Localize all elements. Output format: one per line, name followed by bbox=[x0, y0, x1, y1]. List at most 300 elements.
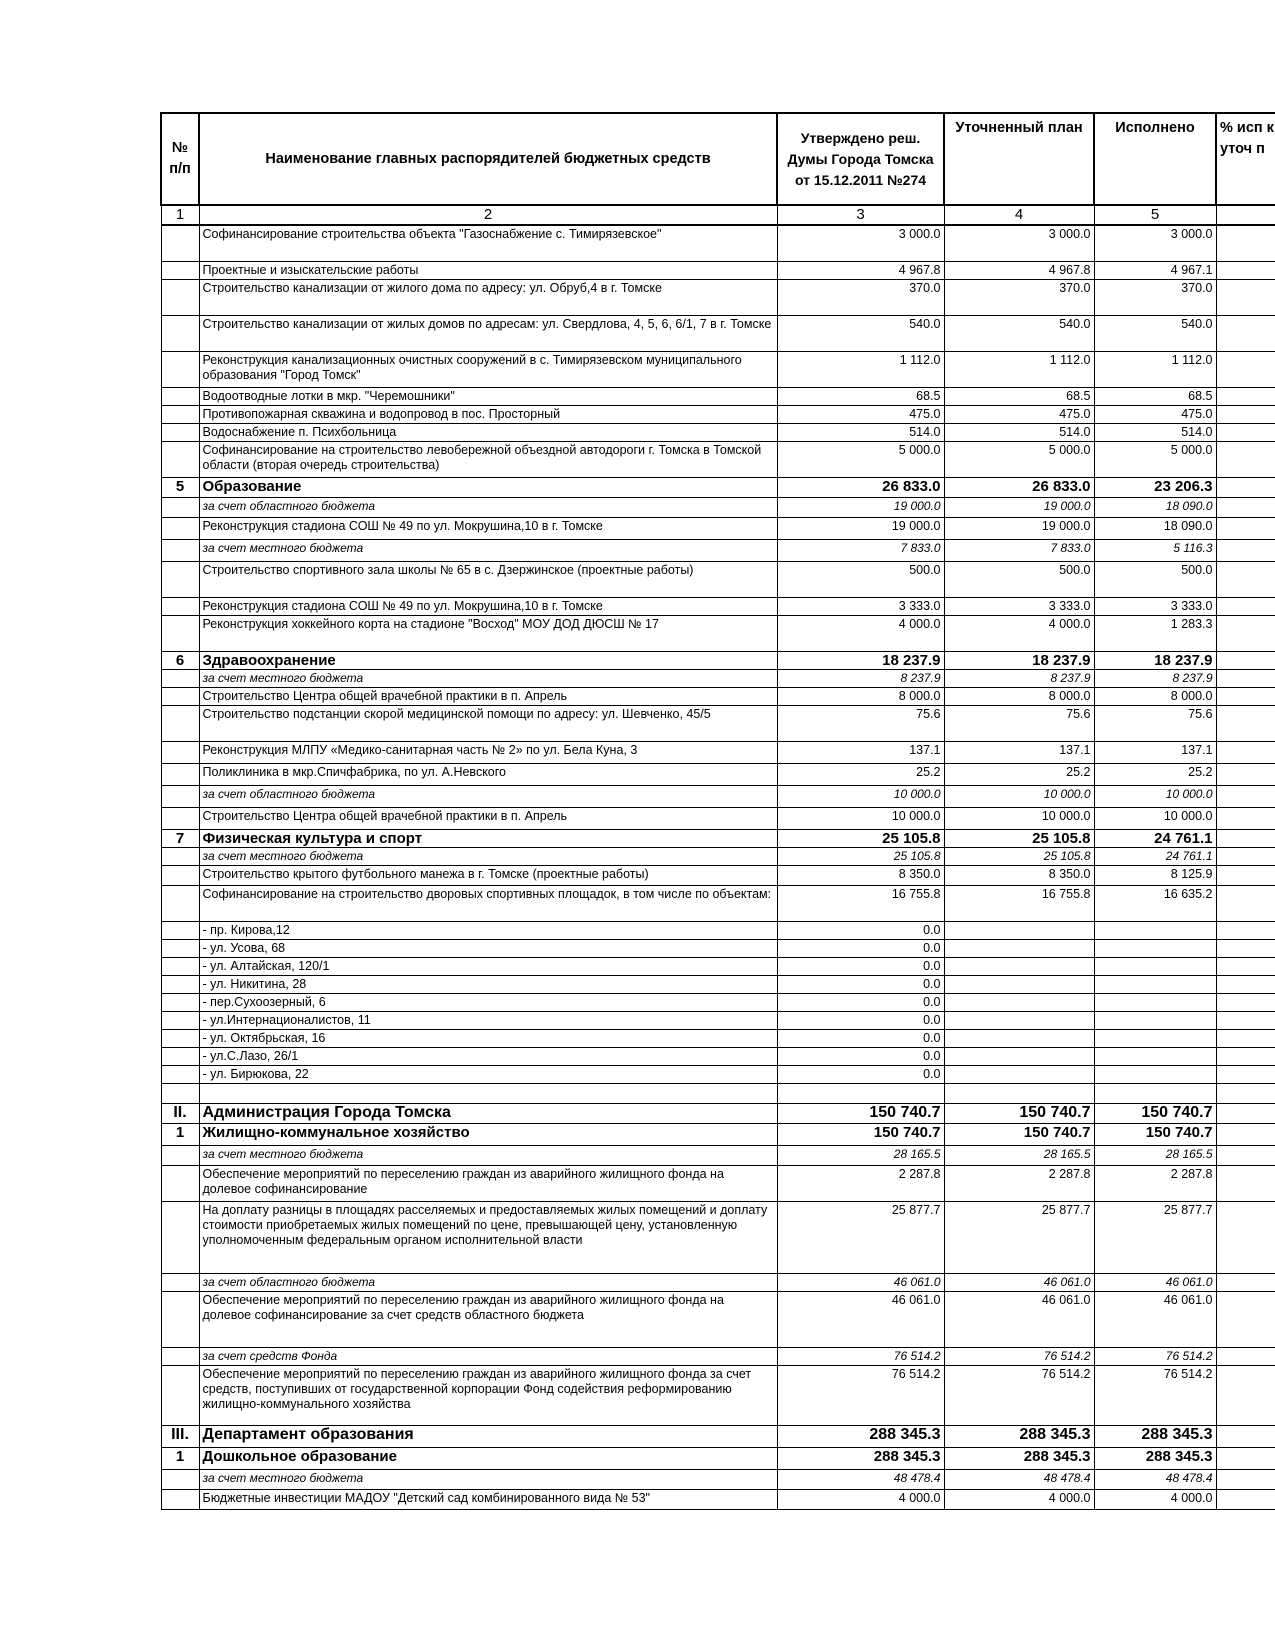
row-name: Строительство Центра общей врачебной практики в п. Апрель bbox=[199, 807, 777, 829]
row-approved-value: 0.0 bbox=[777, 1065, 944, 1083]
row-percent-value bbox=[1216, 405, 1275, 423]
table-row bbox=[161, 1083, 1275, 1103]
row-approved-value: 19 000.0 bbox=[777, 517, 944, 539]
row-name: за счет местного бюджета bbox=[199, 669, 777, 687]
row-percent-value bbox=[1216, 957, 1275, 975]
row-name: Обеспечение мероприятий по переселению граждан из аварийного жилищного фонда на долевое софинансирование за счет средств областного бюджета bbox=[199, 1291, 777, 1347]
row-name bbox=[199, 1083, 777, 1103]
row-executed-value: 540.0 bbox=[1094, 315, 1216, 351]
row-approved-value: 26 833.0 bbox=[777, 477, 944, 497]
row-executed-value: 1 112.0 bbox=[1094, 351, 1216, 387]
header-percent: % исп к уточ п bbox=[1216, 113, 1275, 205]
row-refined-value: 19 000.0 bbox=[944, 497, 1094, 517]
row-executed-value: 8 237.9 bbox=[1094, 669, 1216, 687]
table-row bbox=[161, 885, 1275, 921]
row-number bbox=[161, 1489, 199, 1509]
row-approved-value: 5 000.0 bbox=[777, 441, 944, 477]
row-executed-value: 46 061.0 bbox=[1094, 1291, 1216, 1347]
row-refined-value bbox=[944, 1029, 1094, 1047]
row-approved-value bbox=[777, 1083, 944, 1103]
table-row bbox=[161, 957, 1275, 975]
row-name: Физическая культура и спорт bbox=[199, 829, 777, 847]
row-percent-value bbox=[1216, 261, 1275, 279]
row-name: На доплату разницы в площадях расселяемых и предоставляемых жилых помещений и доплату стоимости приобретаемых жилых помещений по цене, превышающей цену, установленную уполномоченным федеральным органом исполнительной власти bbox=[199, 1201, 777, 1273]
row-refined-value: 5 000.0 bbox=[944, 441, 1094, 477]
row-executed-value: 28 165.5 bbox=[1094, 1145, 1216, 1165]
table-row bbox=[161, 517, 1275, 539]
row-refined-value: 500.0 bbox=[944, 561, 1094, 597]
table-row bbox=[161, 741, 1275, 763]
row-number bbox=[161, 785, 199, 807]
row-number bbox=[161, 1065, 199, 1083]
row-percent-value bbox=[1216, 597, 1275, 615]
row-number bbox=[161, 351, 199, 387]
row-percent-value bbox=[1216, 1489, 1275, 1509]
row-name: - ул. Бирюкова, 22 bbox=[199, 1065, 777, 1083]
row-number bbox=[161, 561, 199, 597]
row-refined-value: 76 514.2 bbox=[944, 1347, 1094, 1365]
row-executed-value: 137.1 bbox=[1094, 741, 1216, 763]
table-row bbox=[161, 497, 1275, 517]
row-percent-value bbox=[1216, 351, 1275, 387]
row-approved-value: 0.0 bbox=[777, 921, 944, 939]
row-number bbox=[161, 1469, 199, 1489]
row-name: за счет местного бюджета bbox=[199, 539, 777, 561]
row-refined-value: 3 333.0 bbox=[944, 597, 1094, 615]
row-percent-value bbox=[1216, 993, 1275, 1011]
row-executed-value: 4 967.1 bbox=[1094, 261, 1216, 279]
colnum-3: 3 bbox=[777, 205, 944, 225]
row-executed-value bbox=[1094, 993, 1216, 1011]
table-row bbox=[161, 1425, 1275, 1447]
row-name: Администрация Города Томска bbox=[199, 1103, 777, 1123]
row-executed-value bbox=[1094, 1065, 1216, 1083]
row-percent-value bbox=[1216, 387, 1275, 405]
row-executed-value: 514.0 bbox=[1094, 423, 1216, 441]
row-name: - ул. Усова, 68 bbox=[199, 939, 777, 957]
row-approved-value: 0.0 bbox=[777, 993, 944, 1011]
row-number bbox=[161, 1365, 199, 1425]
row-percent-value bbox=[1216, 975, 1275, 993]
row-percent-value bbox=[1216, 423, 1275, 441]
row-percent-value bbox=[1216, 539, 1275, 561]
row-approved-value: 46 061.0 bbox=[777, 1291, 944, 1347]
row-name: Образование bbox=[199, 477, 777, 497]
row-number bbox=[161, 763, 199, 785]
row-approved-value: 150 740.7 bbox=[777, 1103, 944, 1123]
row-executed-value: 25.2 bbox=[1094, 763, 1216, 785]
row-name: Софинансирование на строительство левобережной объездной автодороги г. Томска в Томской области (вторая очередь строительства) bbox=[199, 441, 777, 477]
row-approved-value: 48 478.4 bbox=[777, 1469, 944, 1489]
column-numbers-row bbox=[161, 205, 1275, 225]
row-percent-value bbox=[1216, 561, 1275, 597]
table-row bbox=[161, 1273, 1275, 1291]
row-percent-value bbox=[1216, 1201, 1275, 1273]
row-executed-value: 10 000.0 bbox=[1094, 807, 1216, 829]
row-refined-value: 514.0 bbox=[944, 423, 1094, 441]
row-percent-value bbox=[1216, 441, 1275, 477]
row-number bbox=[161, 597, 199, 615]
row-refined-value bbox=[944, 957, 1094, 975]
row-percent-value bbox=[1216, 865, 1275, 885]
row-percent-value bbox=[1216, 741, 1275, 763]
row-executed-value: 18 090.0 bbox=[1094, 517, 1216, 539]
row-refined-value: 2 287.8 bbox=[944, 1165, 1094, 1201]
row-name: за счет областного бюджета bbox=[199, 1273, 777, 1291]
row-refined-value: 370.0 bbox=[944, 279, 1094, 315]
budget-table bbox=[160, 112, 1275, 1510]
row-refined-value: 4 967.8 bbox=[944, 261, 1094, 279]
table-row bbox=[161, 921, 1275, 939]
row-executed-value bbox=[1094, 1083, 1216, 1103]
row-approved-value: 8 237.9 bbox=[777, 669, 944, 687]
row-percent-value bbox=[1216, 1145, 1275, 1165]
row-executed-value: 500.0 bbox=[1094, 561, 1216, 597]
row-approved-value: 0.0 bbox=[777, 939, 944, 957]
row-approved-value: 18 237.9 bbox=[777, 651, 944, 669]
row-executed-value: 1 283.3 bbox=[1094, 615, 1216, 651]
row-refined-value: 10 000.0 bbox=[944, 807, 1094, 829]
row-refined-value: 48 478.4 bbox=[944, 1469, 1094, 1489]
row-refined-value: 16 755.8 bbox=[944, 885, 1094, 921]
row-refined-value: 18 237.9 bbox=[944, 651, 1094, 669]
table-row bbox=[161, 763, 1275, 785]
table-row bbox=[161, 829, 1275, 847]
row-name: Здравоохранение bbox=[199, 651, 777, 669]
row-percent-value bbox=[1216, 651, 1275, 669]
row-name: Обеспечение мероприятий по переселению граждан из аварийного жилищного фонда за счет средств, поступивших от государственной корпорации Фонд содействия реформированию жилищно-коммунального хозяйства bbox=[199, 1365, 777, 1425]
row-executed-value: 18 237.9 bbox=[1094, 651, 1216, 669]
row-refined-value: 1 112.0 bbox=[944, 351, 1094, 387]
row-percent-value bbox=[1216, 1011, 1275, 1029]
row-approved-value: 8 000.0 bbox=[777, 687, 944, 705]
row-percent-value bbox=[1216, 829, 1275, 847]
row-number bbox=[161, 1029, 199, 1047]
row-name: Обеспечение мероприятий по переселению граждан из аварийного жилищного фонда на долевое софинансирование bbox=[199, 1165, 777, 1201]
row-executed-value: 475.0 bbox=[1094, 405, 1216, 423]
row-name: за счет областного бюджета bbox=[199, 497, 777, 517]
row-refined-value: 75.6 bbox=[944, 705, 1094, 741]
row-executed-value: 48 478.4 bbox=[1094, 1469, 1216, 1489]
row-approved-value: 4 000.0 bbox=[777, 1489, 944, 1509]
row-approved-value: 46 061.0 bbox=[777, 1273, 944, 1291]
budget-table-sheet bbox=[160, 112, 1275, 1510]
row-percent-value bbox=[1216, 705, 1275, 741]
row-refined-value bbox=[944, 1065, 1094, 1083]
row-approved-value: 2 287.8 bbox=[777, 1165, 944, 1201]
table-row bbox=[161, 1123, 1275, 1145]
row-name: - ул.С.Лазо, 26/1 bbox=[199, 1047, 777, 1065]
row-refined-value: 8 350.0 bbox=[944, 865, 1094, 885]
row-percent-value bbox=[1216, 1365, 1275, 1425]
row-approved-value: 475.0 bbox=[777, 405, 944, 423]
row-executed-value: 288 345.3 bbox=[1094, 1447, 1216, 1469]
row-number bbox=[161, 847, 199, 865]
row-number: 1 bbox=[161, 1447, 199, 1469]
row-percent-value bbox=[1216, 1103, 1275, 1123]
row-name: за счет областного бюджета bbox=[199, 785, 777, 807]
row-executed-value: 3 333.0 bbox=[1094, 597, 1216, 615]
row-name: за счет местного бюджета bbox=[199, 1469, 777, 1489]
row-name: Реконструкция стадиона СОШ № 49 по ул. Мокрушина,10 в г. Томске bbox=[199, 597, 777, 615]
row-refined-value: 10 000.0 bbox=[944, 785, 1094, 807]
row-number bbox=[161, 669, 199, 687]
colnum-5: 5 bbox=[1094, 205, 1216, 225]
row-percent-value bbox=[1216, 939, 1275, 957]
row-executed-value: 24 761.1 bbox=[1094, 829, 1216, 847]
row-name: - пер.Сухоозерный, 6 bbox=[199, 993, 777, 1011]
row-number bbox=[161, 405, 199, 423]
row-percent-value bbox=[1216, 1291, 1275, 1347]
row-number bbox=[161, 705, 199, 741]
row-name: - ул. Никитина, 28 bbox=[199, 975, 777, 993]
row-number bbox=[161, 1201, 199, 1273]
row-number bbox=[161, 687, 199, 705]
row-refined-value: 25.2 bbox=[944, 763, 1094, 785]
row-name: - ул. Алтайская, 120/1 bbox=[199, 957, 777, 975]
row-refined-value bbox=[944, 993, 1094, 1011]
row-name: Водоснабжение п. Психбольница bbox=[199, 423, 777, 441]
row-percent-value bbox=[1216, 1273, 1275, 1291]
row-refined-value bbox=[944, 1047, 1094, 1065]
table-row bbox=[161, 1447, 1275, 1469]
row-percent-value bbox=[1216, 1029, 1275, 1047]
row-number bbox=[161, 539, 199, 561]
row-percent-value bbox=[1216, 1165, 1275, 1201]
row-name: Жилищно-коммунальное хозяйство bbox=[199, 1123, 777, 1145]
row-approved-value: 3 000.0 bbox=[777, 225, 944, 261]
row-approved-value: 0.0 bbox=[777, 1029, 944, 1047]
row-number bbox=[161, 957, 199, 975]
row-approved-value: 16 755.8 bbox=[777, 885, 944, 921]
row-executed-value bbox=[1094, 1029, 1216, 1047]
row-refined-value: 25 105.8 bbox=[944, 847, 1094, 865]
row-name: за счет местного бюджета bbox=[199, 1145, 777, 1165]
row-name: - ул.Интернационалистов, 11 bbox=[199, 1011, 777, 1029]
table-row bbox=[161, 847, 1275, 865]
row-percent-value bbox=[1216, 1065, 1275, 1083]
row-name: Реконструкция стадиона СОШ № 49 по ул. Мокрушина,10 в г. Томске bbox=[199, 517, 777, 539]
row-refined-value: 19 000.0 bbox=[944, 517, 1094, 539]
row-name: Строительство Центра общей врачебной практики в п. Апрель bbox=[199, 687, 777, 705]
row-percent-value bbox=[1216, 785, 1275, 807]
row-refined-value bbox=[944, 921, 1094, 939]
row-executed-value: 10 000.0 bbox=[1094, 785, 1216, 807]
row-approved-value: 0.0 bbox=[777, 957, 944, 975]
row-number bbox=[161, 939, 199, 957]
table-row bbox=[161, 993, 1275, 1011]
row-number bbox=[161, 1165, 199, 1201]
table-row bbox=[161, 785, 1275, 807]
row-executed-value bbox=[1094, 1047, 1216, 1065]
row-name: Водоотводные лотки в мкр. "Черемошники" bbox=[199, 387, 777, 405]
row-executed-value bbox=[1094, 975, 1216, 993]
table-row bbox=[161, 1365, 1275, 1425]
row-approved-value: 0.0 bbox=[777, 1047, 944, 1065]
colnum-1: 1 bbox=[161, 205, 199, 225]
row-refined-value: 28 165.5 bbox=[944, 1145, 1094, 1165]
row-refined-value: 46 061.0 bbox=[944, 1273, 1094, 1291]
row-percent-value bbox=[1216, 885, 1275, 921]
row-approved-value: 3 333.0 bbox=[777, 597, 944, 615]
table-row bbox=[161, 1065, 1275, 1083]
row-number: II. bbox=[161, 1103, 199, 1123]
row-name: Реконструкция МЛПУ «Медико-санитарная часть № 2» по ул. Бела Куна, 3 bbox=[199, 741, 777, 763]
row-name: Дошкольное образование bbox=[199, 1447, 777, 1469]
row-number bbox=[161, 387, 199, 405]
row-executed-value: 18 090.0 bbox=[1094, 497, 1216, 517]
table-row bbox=[161, 597, 1275, 615]
row-approved-value: 10 000.0 bbox=[777, 807, 944, 829]
table-row bbox=[161, 1011, 1275, 1029]
row-percent-value bbox=[1216, 1447, 1275, 1469]
row-executed-value: 5 116.3 bbox=[1094, 539, 1216, 561]
table-row bbox=[161, 441, 1275, 477]
row-approved-value: 4 000.0 bbox=[777, 615, 944, 651]
table-row bbox=[161, 315, 1275, 351]
row-approved-value: 7 833.0 bbox=[777, 539, 944, 561]
row-refined-value: 8 237.9 bbox=[944, 669, 1094, 687]
row-name: за счет местного бюджета bbox=[199, 847, 777, 865]
row-refined-value: 8 000.0 bbox=[944, 687, 1094, 705]
row-name: Реконструкция канализационных очистных сооружений в с. Тимирязевском муниципального образования "Город Томск" bbox=[199, 351, 777, 387]
row-refined-value: 4 000.0 bbox=[944, 1489, 1094, 1509]
row-approved-value: 514.0 bbox=[777, 423, 944, 441]
row-approved-value: 25 877.7 bbox=[777, 1201, 944, 1273]
row-name: Поликлиника в мкр.Спичфабрика, по ул. А.Невского bbox=[199, 763, 777, 785]
row-number bbox=[161, 807, 199, 829]
row-executed-value bbox=[1094, 1011, 1216, 1029]
row-number: 7 bbox=[161, 829, 199, 847]
row-percent-value bbox=[1216, 669, 1275, 687]
table-row bbox=[161, 1165, 1275, 1201]
row-refined-value: 25 105.8 bbox=[944, 829, 1094, 847]
row-number: 5 bbox=[161, 477, 199, 497]
row-refined-value: 68.5 bbox=[944, 387, 1094, 405]
row-percent-value bbox=[1216, 315, 1275, 351]
row-approved-value: 8 350.0 bbox=[777, 865, 944, 885]
row-number bbox=[161, 315, 199, 351]
row-percent-value bbox=[1216, 1083, 1275, 1103]
row-refined-value: 150 740.7 bbox=[944, 1103, 1094, 1123]
row-number: III. bbox=[161, 1425, 199, 1447]
row-name: - ул. Октябрьская, 16 bbox=[199, 1029, 777, 1047]
row-number bbox=[161, 615, 199, 651]
row-refined-value: 150 740.7 bbox=[944, 1123, 1094, 1145]
row-refined-value: 540.0 bbox=[944, 315, 1094, 351]
table-row bbox=[161, 1145, 1275, 1165]
row-executed-value: 16 635.2 bbox=[1094, 885, 1216, 921]
row-percent-value bbox=[1216, 1047, 1275, 1065]
row-approved-value: 4 967.8 bbox=[777, 261, 944, 279]
row-number: 6 bbox=[161, 651, 199, 669]
row-number bbox=[161, 1291, 199, 1347]
row-approved-value: 10 000.0 bbox=[777, 785, 944, 807]
header-approved: Утверждено реш. Думы Города Томска от 15.12.2011 №274 bbox=[777, 113, 944, 205]
row-approved-value: 28 165.5 bbox=[777, 1145, 944, 1165]
row-executed-value bbox=[1094, 957, 1216, 975]
row-percent-value bbox=[1216, 279, 1275, 315]
row-name: Проектные и изыскательские работы bbox=[199, 261, 777, 279]
table-row bbox=[161, 1103, 1275, 1123]
row-name: Строительство спортивного зала школы № 65 в с. Дзержинское (проектные работы) bbox=[199, 561, 777, 597]
row-refined-value bbox=[944, 1011, 1094, 1029]
table-row bbox=[161, 1469, 1275, 1489]
row-executed-value: 68.5 bbox=[1094, 387, 1216, 405]
row-executed-value: 46 061.0 bbox=[1094, 1273, 1216, 1291]
row-approved-value: 288 345.3 bbox=[777, 1447, 944, 1469]
row-refined-value: 25 877.7 bbox=[944, 1201, 1094, 1273]
row-executed-value: 370.0 bbox=[1094, 279, 1216, 315]
row-name: Строительство крытого футбольного манежа в г. Томске (проектные работы) bbox=[199, 865, 777, 885]
row-approved-value: 288 345.3 bbox=[777, 1425, 944, 1447]
table-row bbox=[161, 561, 1275, 597]
colnum-2: 2 bbox=[199, 205, 777, 225]
row-number bbox=[161, 279, 199, 315]
row-name: за счет средств Фонда bbox=[199, 1347, 777, 1365]
table-row bbox=[161, 279, 1275, 315]
row-refined-value bbox=[944, 939, 1094, 957]
row-refined-value: 4 000.0 bbox=[944, 615, 1094, 651]
header-refined: Уточненный план bbox=[944, 113, 1094, 205]
row-percent-value bbox=[1216, 687, 1275, 705]
row-number bbox=[161, 261, 199, 279]
row-executed-value: 2 287.8 bbox=[1094, 1165, 1216, 1201]
row-approved-value: 25 105.8 bbox=[777, 847, 944, 865]
row-refined-value: 288 345.3 bbox=[944, 1425, 1094, 1447]
row-approved-value: 25.2 bbox=[777, 763, 944, 785]
row-number bbox=[161, 865, 199, 885]
table-row bbox=[161, 939, 1275, 957]
row-number bbox=[161, 497, 199, 517]
header-num: № п/п bbox=[161, 113, 199, 205]
table-row bbox=[161, 687, 1275, 705]
table-row bbox=[161, 1489, 1275, 1509]
row-executed-value bbox=[1094, 921, 1216, 939]
table-row bbox=[161, 1347, 1275, 1365]
table-row bbox=[161, 807, 1275, 829]
row-refined-value: 7 833.0 bbox=[944, 539, 1094, 561]
row-name: Противопожарная скважина и водопровод в пос. Просторный bbox=[199, 405, 777, 423]
row-refined-value: 137.1 bbox=[944, 741, 1094, 763]
row-percent-value bbox=[1216, 517, 1275, 539]
row-refined-value: 26 833.0 bbox=[944, 477, 1094, 497]
table-row bbox=[161, 1047, 1275, 1065]
table-body bbox=[161, 205, 1275, 1509]
table-row bbox=[161, 651, 1275, 669]
table-row bbox=[161, 669, 1275, 687]
row-executed-value: 76 514.2 bbox=[1094, 1365, 1216, 1425]
row-number bbox=[161, 423, 199, 441]
row-refined-value bbox=[944, 975, 1094, 993]
colnum-6 bbox=[1216, 205, 1275, 225]
row-name: - пр. Кирова,12 bbox=[199, 921, 777, 939]
row-executed-value: 25 877.7 bbox=[1094, 1201, 1216, 1273]
table-row bbox=[161, 865, 1275, 885]
row-name: Реконструкция хоккейного корта на стадионе "Восход" МОУ ДОД ДЮСШ № 17 bbox=[199, 615, 777, 651]
row-number bbox=[161, 517, 199, 539]
row-approved-value: 0.0 bbox=[777, 1011, 944, 1029]
row-name: Строительство канализации от жилых домов по адресам: ул. Свердлова, 4, 5, 6, 6/1, 7 в г. Томске bbox=[199, 315, 777, 351]
row-refined-value: 3 000.0 bbox=[944, 225, 1094, 261]
table-row bbox=[161, 705, 1275, 741]
row-executed-value: 288 345.3 bbox=[1094, 1425, 1216, 1447]
colnum-4: 4 bbox=[944, 205, 1094, 225]
row-percent-value bbox=[1216, 1469, 1275, 1489]
row-executed-value: 4 000.0 bbox=[1094, 1489, 1216, 1509]
row-approved-value: 19 000.0 bbox=[777, 497, 944, 517]
row-refined-value: 76 514.2 bbox=[944, 1365, 1094, 1425]
